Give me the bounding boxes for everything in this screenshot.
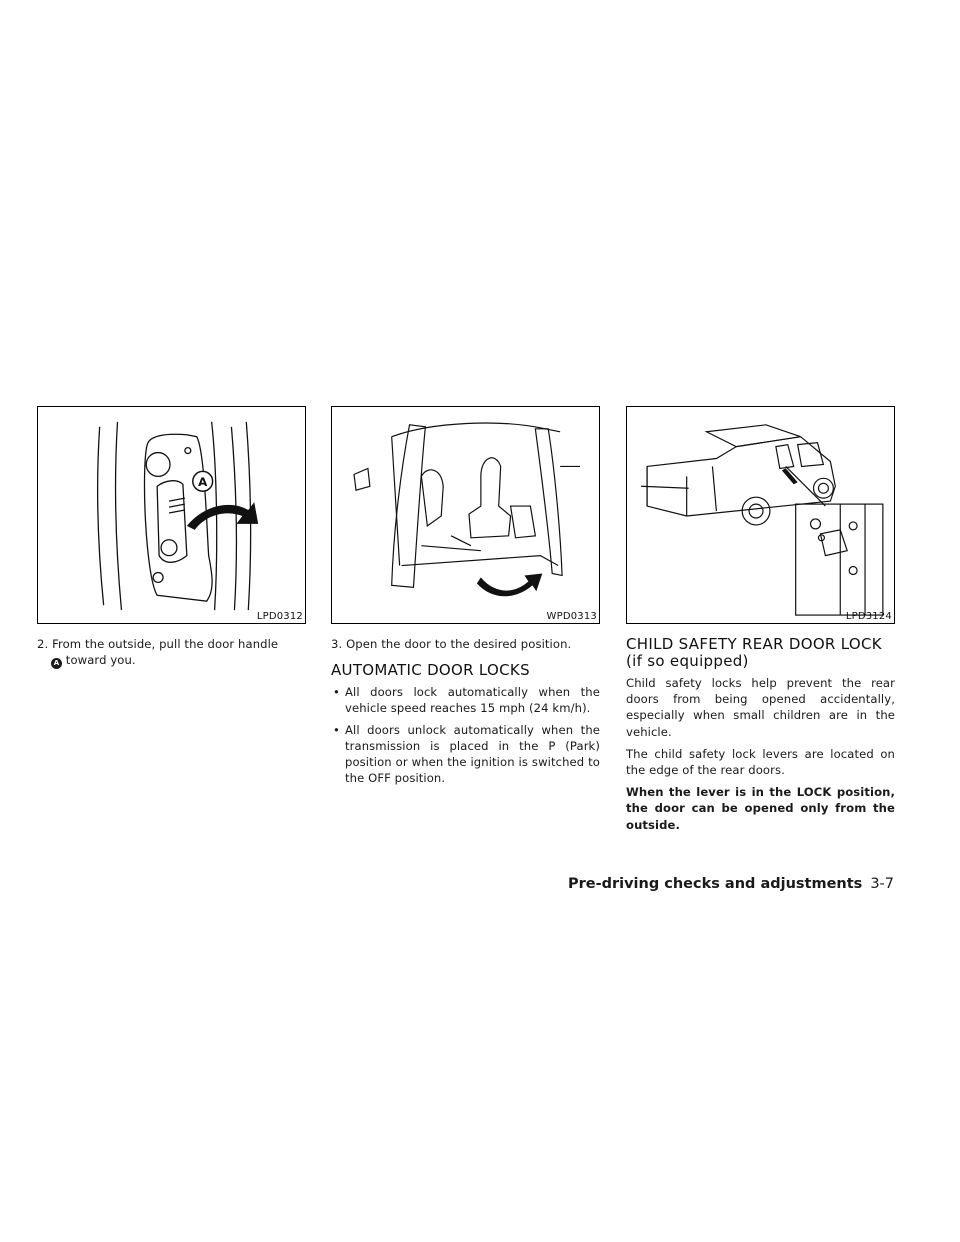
figure-child-lock <box>626 406 895 624</box>
figure-code: WPD0313 <box>546 611 597 622</box>
column-3 <box>626 636 895 839</box>
page-number: 3-7 <box>870 876 894 892</box>
step-text-end: toward you. <box>65 653 136 668</box>
step-number: 3. <box>331 637 343 651</box>
figure-code: LPD3124 <box>845 611 892 622</box>
column-1 <box>37 636 306 675</box>
footer-section-title: Pre-driving checks and adjustments <box>567 876 863 892</box>
section-heading-automatic-door-locks: AUTOMATIC DOOR LOCKS <box>331 661 530 680</box>
step-3 <box>331 636 600 652</box>
figure-callout: A <box>198 474 208 489</box>
heading-line-2: (if so equipped) <box>626 652 749 670</box>
paragraph: The child safety lock levers are located on the edge of the rear doors. <box>626 746 895 778</box>
paragraph-bold: When the lever is in the LOCK position, the door can be opened only from the outside. <box>626 785 895 832</box>
truck-child-lock-illustration <box>627 407 894 623</box>
section-heading-child-safety-lock <box>626 636 895 670</box>
step-2 <box>37 636 306 669</box>
list-item: • All doors unlock automatically when the transmission is placed in the P (Park) position or when the ignition is switched to the OFF position. <box>333 722 600 786</box>
step-text: From the outside, pull the door handle <box>52 637 279 651</box>
bullet-text: All doors lock automatically when the vehicle speed reaches 15 mph (24 km/h). <box>345 685 600 716</box>
open-door-illustration <box>332 407 599 623</box>
bullet-text: All doors unlock automatically when the transmission is placed in the P (Park) position or when the ignition is switched to the OFF position. <box>345 722 600 786</box>
heading-line-1: CHILD SAFETY REAR DOOR LOCK <box>626 635 882 653</box>
list-item: • All doors lock automatically when the vehicle speed reaches 15 mph (24 km/h). <box>333 685 600 716</box>
figure-open-door <box>331 406 600 624</box>
callout-a: A <box>51 658 62 669</box>
step-number: 2. <box>37 637 49 651</box>
column-2 <box>331 636 600 791</box>
figure-door-handle <box>37 406 306 624</box>
paragraph: Child safety locks help prevent the rear doors from being opened accidentally, especially when small children are in the vehicle. <box>626 676 895 739</box>
step-text: Open the door to the desired position. <box>346 637 572 651</box>
door-handle-illustration <box>38 407 305 623</box>
figure-code: LPD0312 <box>256 611 303 622</box>
page-footer <box>568 876 894 892</box>
